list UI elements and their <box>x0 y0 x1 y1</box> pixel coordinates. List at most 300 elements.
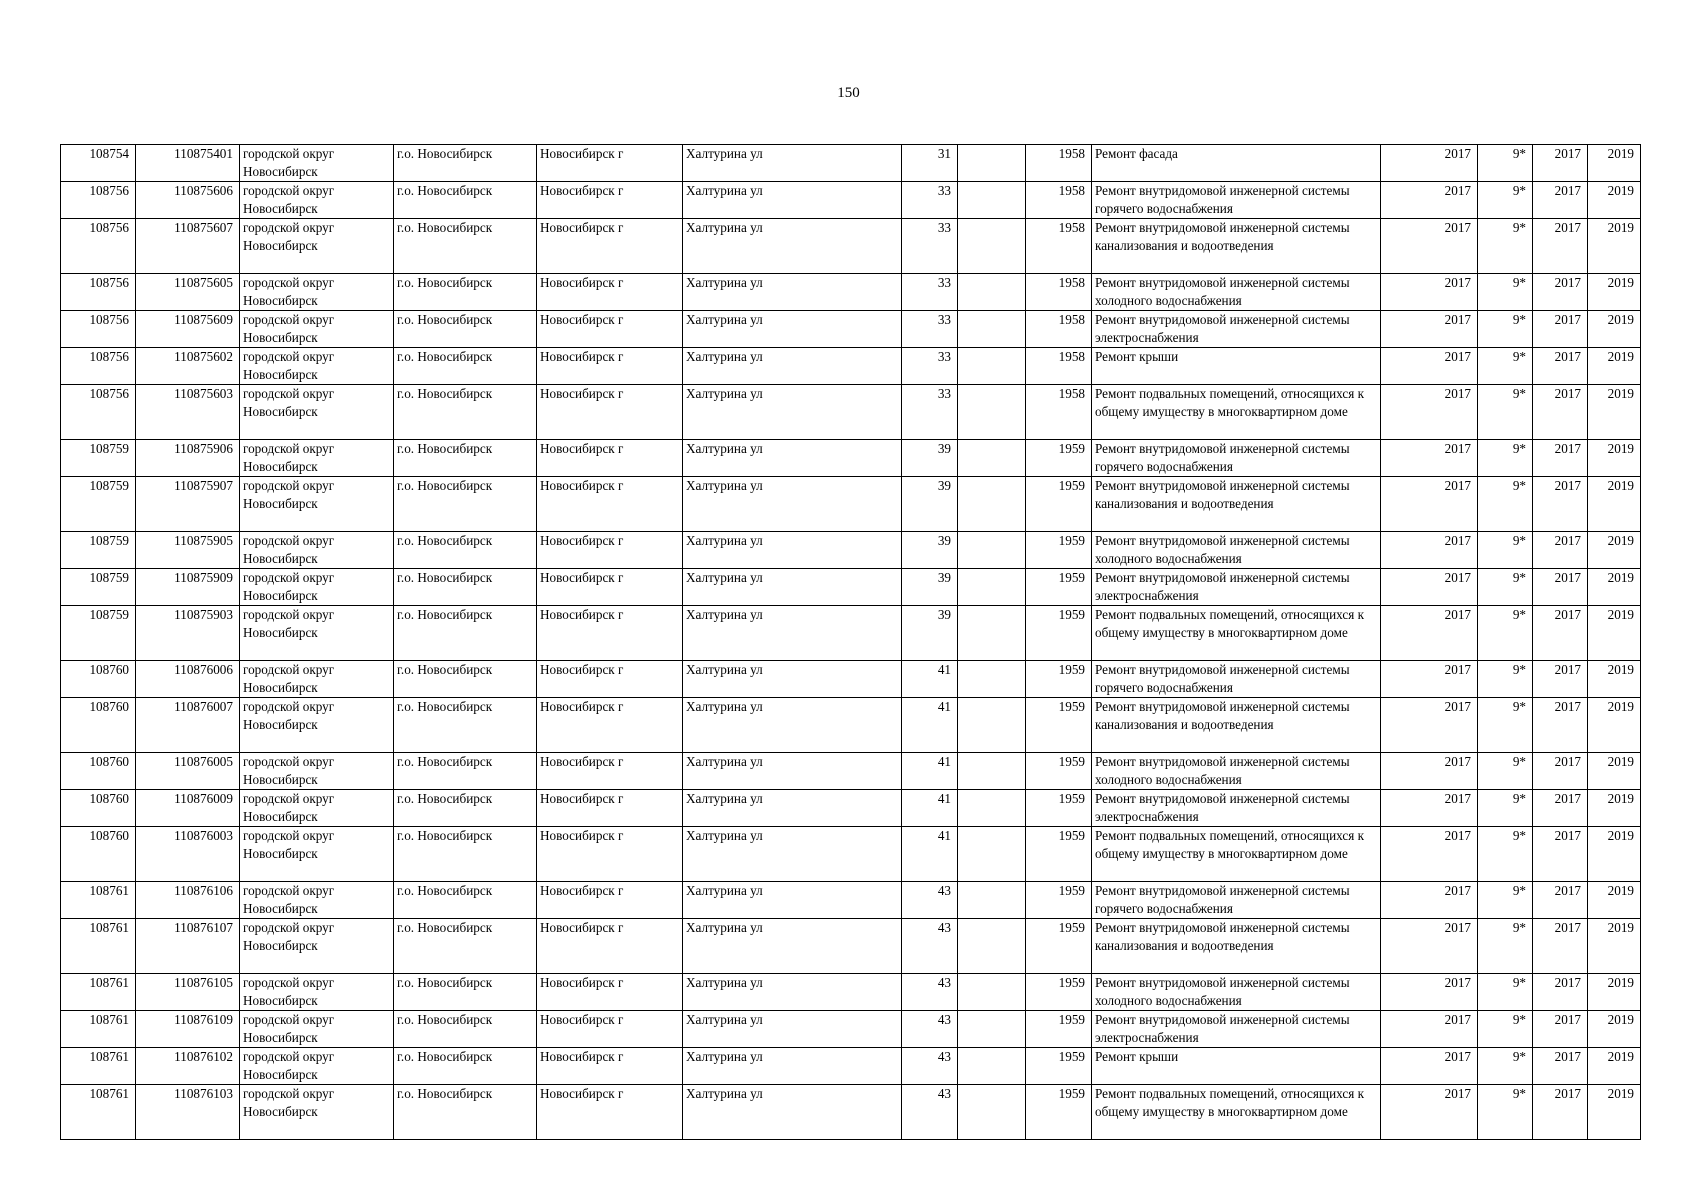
work-type-cell: Ремонт внутридомовой инженерной системы горячего водоснабжения <box>1092 882 1381 919</box>
end-year-cell: 2019 <box>1588 1011 1641 1048</box>
plan-year-cell: 2017 <box>1381 274 1478 311</box>
district-cell: г.о. Новосибирск <box>394 661 537 698</box>
plan-year-cell: 2017 <box>1381 219 1478 274</box>
year-built-cell: 1959 <box>1026 1011 1092 1048</box>
municipality-cell: городской округ Новосибирск <box>240 1048 394 1085</box>
floors-cell: 9* <box>1478 274 1533 311</box>
plan-year-cell: 2017 <box>1381 1011 1478 1048</box>
floors-cell: 9* <box>1478 145 1533 182</box>
work-id-cell: 110875607 <box>136 219 240 274</box>
end-year-cell: 2019 <box>1588 440 1641 477</box>
house-id-cell: 108761 <box>61 974 136 1011</box>
building-cell <box>958 661 1026 698</box>
building-cell <box>958 274 1026 311</box>
start-year-cell: 2017 <box>1533 182 1588 219</box>
end-year-cell: 2019 <box>1588 882 1641 919</box>
district-cell: г.о. Новосибирск <box>394 569 537 606</box>
work-id-cell: 110875609 <box>136 311 240 348</box>
building-cell <box>958 1011 1026 1048</box>
work-type-cell: Ремонт внутридомовой инженерной системы канализования и водоотведения <box>1092 698 1381 753</box>
municipality-cell: городской округ Новосибирск <box>240 274 394 311</box>
work-schedule-table <box>60 144 1641 1140</box>
district-cell: г.о. Новосибирск <box>394 790 537 827</box>
municipality-cell: городской округ Новосибирск <box>240 145 394 182</box>
house-id-cell: 108760 <box>61 661 136 698</box>
start-year-cell: 2017 <box>1533 219 1588 274</box>
street-cell: Халтурина ул <box>683 145 902 182</box>
street-cell: Халтурина ул <box>683 1011 902 1048</box>
district-cell: г.о. Новосибирск <box>394 1011 537 1048</box>
start-year-cell: 2017 <box>1533 440 1588 477</box>
year-built-cell: 1959 <box>1026 1048 1092 1085</box>
table-row <box>61 790 1641 827</box>
end-year-cell: 2019 <box>1588 698 1641 753</box>
floors-cell: 9* <box>1478 827 1533 882</box>
work-type-cell: Ремонт внутридомовой инженерной системы горячего водоснабжения <box>1092 440 1381 477</box>
work-id-cell: 110875905 <box>136 532 240 569</box>
street-cell: Халтурина ул <box>683 532 902 569</box>
work-type-cell: Ремонт внутридомовой инженерной системы холодного водоснабжения <box>1092 974 1381 1011</box>
work-type-cell: Ремонт внутридомовой инженерной системы горячего водоснабжения <box>1092 661 1381 698</box>
district-cell: г.о. Новосибирск <box>394 385 537 440</box>
plan-year-cell: 2017 <box>1381 606 1478 661</box>
end-year-cell: 2019 <box>1588 311 1641 348</box>
municipality-cell: городской округ Новосибирск <box>240 827 394 882</box>
building-cell <box>958 974 1026 1011</box>
end-year-cell: 2019 <box>1588 606 1641 661</box>
city-cell: Новосибирск г <box>537 753 683 790</box>
plan-year-cell: 2017 <box>1381 919 1478 974</box>
table-row <box>61 145 1641 182</box>
plan-year-cell: 2017 <box>1381 698 1478 753</box>
house-id-cell: 108760 <box>61 827 136 882</box>
work-type-cell: Ремонт фасада <box>1092 145 1381 182</box>
building-cell <box>958 477 1026 532</box>
work-id-cell: 110876006 <box>136 661 240 698</box>
year-built-cell: 1958 <box>1026 348 1092 385</box>
floors-cell: 9* <box>1478 882 1533 919</box>
work-id-cell: 110876106 <box>136 882 240 919</box>
floors-cell: 9* <box>1478 698 1533 753</box>
district-cell: г.о. Новосибирск <box>394 698 537 753</box>
table-row <box>61 182 1641 219</box>
street-cell: Халтурина ул <box>683 1085 902 1140</box>
municipality-cell: городской округ Новосибирск <box>240 790 394 827</box>
start-year-cell: 2017 <box>1533 1085 1588 1140</box>
floors-cell: 9* <box>1478 974 1533 1011</box>
house-id-cell: 108761 <box>61 882 136 919</box>
plan-year-cell: 2017 <box>1381 1048 1478 1085</box>
municipality-cell: городской округ Новосибирск <box>240 311 394 348</box>
street-cell: Халтурина ул <box>683 182 902 219</box>
floors-cell: 9* <box>1478 348 1533 385</box>
city-cell: Новосибирск г <box>537 569 683 606</box>
year-built-cell: 1958 <box>1026 311 1092 348</box>
work-id-cell: 110875906 <box>136 440 240 477</box>
building-cell <box>958 882 1026 919</box>
work-id-cell: 110876003 <box>136 827 240 882</box>
work-type-cell: Ремонт внутридомовой инженерной системы канализования и водоотведения <box>1092 219 1381 274</box>
end-year-cell: 2019 <box>1588 661 1641 698</box>
work-type-cell: Ремонт внутридомовой инженерной системы электроснабжения <box>1092 1011 1381 1048</box>
district-cell: г.о. Новосибирск <box>394 882 537 919</box>
building-cell <box>958 919 1026 974</box>
plan-year-cell: 2017 <box>1381 145 1478 182</box>
end-year-cell: 2019 <box>1588 145 1641 182</box>
plan-year-cell: 2017 <box>1381 182 1478 219</box>
house-number-cell: 39 <box>902 440 958 477</box>
work-type-cell: Ремонт внутридомовой инженерной системы электроснабжения <box>1092 569 1381 606</box>
end-year-cell: 2019 <box>1588 827 1641 882</box>
city-cell: Новосибирск г <box>537 790 683 827</box>
house-number-cell: 33 <box>902 311 958 348</box>
building-cell <box>958 790 1026 827</box>
house-id-cell: 108756 <box>61 219 136 274</box>
house-id-cell: 108756 <box>61 385 136 440</box>
work-type-cell: Ремонт внутридомовой инженерной системы холодного водоснабжения <box>1092 753 1381 790</box>
house-number-cell: 31 <box>902 145 958 182</box>
work-id-cell: 110875909 <box>136 569 240 606</box>
city-cell: Новосибирск г <box>537 348 683 385</box>
end-year-cell: 2019 <box>1588 753 1641 790</box>
municipality-cell: городской округ Новосибирск <box>240 385 394 440</box>
street-cell: Халтурина ул <box>683 219 902 274</box>
floors-cell: 9* <box>1478 919 1533 974</box>
table-row <box>61 661 1641 698</box>
house-number-cell: 33 <box>902 219 958 274</box>
house-number-cell: 43 <box>902 882 958 919</box>
year-built-cell: 1959 <box>1026 440 1092 477</box>
city-cell: Новосибирск г <box>537 974 683 1011</box>
plan-year-cell: 2017 <box>1381 477 1478 532</box>
building-cell <box>958 606 1026 661</box>
floors-cell: 9* <box>1478 182 1533 219</box>
work-id-cell: 110875602 <box>136 348 240 385</box>
district-cell: г.о. Новосибирск <box>394 919 537 974</box>
street-cell: Халтурина ул <box>683 385 902 440</box>
plan-year-cell: 2017 <box>1381 790 1478 827</box>
year-built-cell: 1959 <box>1026 974 1092 1011</box>
municipality-cell: городской округ Новосибирск <box>240 753 394 790</box>
municipality-cell: городской округ Новосибирск <box>240 919 394 974</box>
end-year-cell: 2019 <box>1588 219 1641 274</box>
work-type-cell: Ремонт внутридомовой инженерной системы электроснабжения <box>1092 311 1381 348</box>
start-year-cell: 2017 <box>1533 385 1588 440</box>
building-cell <box>958 440 1026 477</box>
building-cell <box>958 182 1026 219</box>
city-cell: Новосибирск г <box>537 698 683 753</box>
page-number: 150 <box>837 85 860 101</box>
table-row <box>61 882 1641 919</box>
start-year-cell: 2017 <box>1533 827 1588 882</box>
work-id-cell: 110875603 <box>136 385 240 440</box>
house-number-cell: 41 <box>902 827 958 882</box>
house-id-cell: 108756 <box>61 348 136 385</box>
plan-year-cell: 2017 <box>1381 348 1478 385</box>
street-cell: Халтурина ул <box>683 974 902 1011</box>
table-row <box>61 1011 1641 1048</box>
district-cell: г.о. Новосибирск <box>394 974 537 1011</box>
year-built-cell: 1958 <box>1026 182 1092 219</box>
city-cell: Новосибирск г <box>537 219 683 274</box>
work-id-cell: 110876009 <box>136 790 240 827</box>
start-year-cell: 2017 <box>1533 145 1588 182</box>
street-cell: Халтурина ул <box>683 698 902 753</box>
work-type-cell: Ремонт внутридомовой инженерной системы электроснабжения <box>1092 790 1381 827</box>
house-number-cell: 41 <box>902 661 958 698</box>
plan-year-cell: 2017 <box>1381 753 1478 790</box>
house-id-cell: 108756 <box>61 182 136 219</box>
year-built-cell: 1958 <box>1026 274 1092 311</box>
street-cell: Халтурина ул <box>683 753 902 790</box>
house-id-cell: 108754 <box>61 145 136 182</box>
year-built-cell: 1958 <box>1026 145 1092 182</box>
table-row <box>61 606 1641 661</box>
year-built-cell: 1958 <box>1026 385 1092 440</box>
building-cell <box>958 348 1026 385</box>
municipality-cell: городской округ Новосибирск <box>240 974 394 1011</box>
house-number-cell: 33 <box>902 385 958 440</box>
municipality-cell: городской округ Новосибирск <box>240 182 394 219</box>
end-year-cell: 2019 <box>1588 974 1641 1011</box>
plan-year-cell: 2017 <box>1381 974 1478 1011</box>
year-built-cell: 1959 <box>1026 569 1092 606</box>
building-cell <box>958 219 1026 274</box>
city-cell: Новосибирск г <box>537 882 683 919</box>
house-number-cell: 33 <box>902 182 958 219</box>
building-cell <box>958 698 1026 753</box>
building-cell <box>958 145 1026 182</box>
table-row <box>61 348 1641 385</box>
start-year-cell: 2017 <box>1533 661 1588 698</box>
city-cell: Новосибирск г <box>537 661 683 698</box>
table-row <box>61 311 1641 348</box>
work-id-cell: 110876103 <box>136 1085 240 1140</box>
street-cell: Халтурина ул <box>683 569 902 606</box>
city-cell: Новосибирск г <box>537 532 683 569</box>
municipality-cell: городской округ Новосибирск <box>240 1011 394 1048</box>
city-cell: Новосибирск г <box>537 477 683 532</box>
work-id-cell: 110876109 <box>136 1011 240 1048</box>
start-year-cell: 2017 <box>1533 569 1588 606</box>
table-row <box>61 827 1641 882</box>
start-year-cell: 2017 <box>1533 974 1588 1011</box>
end-year-cell: 2019 <box>1588 1085 1641 1140</box>
end-year-cell: 2019 <box>1588 477 1641 532</box>
house-number-cell: 43 <box>902 1011 958 1048</box>
floors-cell: 9* <box>1478 477 1533 532</box>
city-cell: Новосибирск г <box>537 145 683 182</box>
house-id-cell: 108761 <box>61 919 136 974</box>
work-id-cell: 110876102 <box>136 1048 240 1085</box>
street-cell: Халтурина ул <box>683 477 902 532</box>
district-cell: г.о. Новосибирск <box>394 753 537 790</box>
city-cell: Новосибирск г <box>537 919 683 974</box>
start-year-cell: 2017 <box>1533 311 1588 348</box>
table-row <box>61 569 1641 606</box>
street-cell: Халтурина ул <box>683 790 902 827</box>
table-row <box>61 274 1641 311</box>
start-year-cell: 2017 <box>1533 790 1588 827</box>
building-cell <box>958 532 1026 569</box>
work-type-cell: Ремонт крыши <box>1092 1048 1381 1085</box>
city-cell: Новосибирск г <box>537 311 683 348</box>
end-year-cell: 2019 <box>1588 274 1641 311</box>
work-id-cell: 110875903 <box>136 606 240 661</box>
house-number-cell: 39 <box>902 532 958 569</box>
table-row <box>61 1048 1641 1085</box>
start-year-cell: 2017 <box>1533 1011 1588 1048</box>
floors-cell: 9* <box>1478 440 1533 477</box>
end-year-cell: 2019 <box>1588 385 1641 440</box>
year-built-cell: 1959 <box>1026 753 1092 790</box>
start-year-cell: 2017 <box>1533 698 1588 753</box>
house-number-cell: 33 <box>902 274 958 311</box>
floors-cell: 9* <box>1478 569 1533 606</box>
work-id-cell: 110875907 <box>136 477 240 532</box>
municipality-cell: городской округ Новосибирск <box>240 440 394 477</box>
plan-year-cell: 2017 <box>1381 311 1478 348</box>
plan-year-cell: 2017 <box>1381 569 1478 606</box>
year-built-cell: 1959 <box>1026 477 1092 532</box>
start-year-cell: 2017 <box>1533 274 1588 311</box>
year-built-cell: 1959 <box>1026 698 1092 753</box>
table-row <box>61 753 1641 790</box>
work-type-cell: Ремонт внутридомовой инженерной системы холодного водоснабжения <box>1092 274 1381 311</box>
city-cell: Новосибирск г <box>537 1085 683 1140</box>
start-year-cell: 2017 <box>1533 1048 1588 1085</box>
municipality-cell: городской округ Новосибирск <box>240 1085 394 1140</box>
street-cell: Халтурина ул <box>683 827 902 882</box>
district-cell: г.о. Новосибирск <box>394 145 537 182</box>
house-number-cell: 41 <box>902 790 958 827</box>
work-type-cell: Ремонт подвальных помещений, относящихся к общему имуществу в многоквартирном доме <box>1092 827 1381 882</box>
year-built-cell: 1959 <box>1026 919 1092 974</box>
house-id-cell: 108759 <box>61 569 136 606</box>
house-number-cell: 39 <box>902 477 958 532</box>
building-cell <box>958 1048 1026 1085</box>
district-cell: г.о. Новосибирск <box>394 274 537 311</box>
building-cell <box>958 753 1026 790</box>
district-cell: г.о. Новосибирск <box>394 606 537 661</box>
district-cell: г.о. Новосибирск <box>394 348 537 385</box>
floors-cell: 9* <box>1478 1011 1533 1048</box>
house-id-cell: 108760 <box>61 753 136 790</box>
district-cell: г.о. Новосибирск <box>394 311 537 348</box>
start-year-cell: 2017 <box>1533 348 1588 385</box>
city-cell: Новосибирск г <box>537 274 683 311</box>
floors-cell: 9* <box>1478 385 1533 440</box>
district-cell: г.о. Новосибирск <box>394 182 537 219</box>
table-row <box>61 698 1641 753</box>
year-built-cell: 1959 <box>1026 790 1092 827</box>
table-row <box>61 219 1641 274</box>
city-cell: Новосибирск г <box>537 1048 683 1085</box>
house-id-cell: 108759 <box>61 532 136 569</box>
year-built-cell: 1959 <box>1026 1085 1092 1140</box>
house-number-cell: 41 <box>902 698 958 753</box>
start-year-cell: 2017 <box>1533 882 1588 919</box>
floors-cell: 9* <box>1478 606 1533 661</box>
plan-year-cell: 2017 <box>1381 827 1478 882</box>
district-cell: г.о. Новосибирск <box>394 219 537 274</box>
street-cell: Халтурина ул <box>683 606 902 661</box>
house-id-cell: 108756 <box>61 274 136 311</box>
street-cell: Халтурина ул <box>683 1048 902 1085</box>
year-built-cell: 1959 <box>1026 606 1092 661</box>
start-year-cell: 2017 <box>1533 606 1588 661</box>
work-type-cell: Ремонт внутридомовой инженерной системы горячего водоснабжения <box>1092 182 1381 219</box>
house-number-cell: 33 <box>902 348 958 385</box>
house-id-cell: 108759 <box>61 606 136 661</box>
district-cell: г.о. Новосибирск <box>394 532 537 569</box>
table-row <box>61 477 1641 532</box>
floors-cell: 9* <box>1478 753 1533 790</box>
end-year-cell: 2019 <box>1588 919 1641 974</box>
municipality-cell: городской округ Новосибирск <box>240 661 394 698</box>
work-id-cell: 110875401 <box>136 145 240 182</box>
floors-cell: 9* <box>1478 1048 1533 1085</box>
floors-cell: 9* <box>1478 311 1533 348</box>
house-number-cell: 43 <box>902 1048 958 1085</box>
work-id-cell: 110875606 <box>136 182 240 219</box>
table-body <box>61 145 1641 1140</box>
building-cell <box>958 311 1026 348</box>
plan-year-cell: 2017 <box>1381 882 1478 919</box>
street-cell: Халтурина ул <box>683 274 902 311</box>
house-number-cell: 39 <box>902 569 958 606</box>
year-built-cell: 1959 <box>1026 661 1092 698</box>
start-year-cell: 2017 <box>1533 919 1588 974</box>
house-id-cell: 108760 <box>61 698 136 753</box>
plan-year-cell: 2017 <box>1381 385 1478 440</box>
municipality-cell: городской округ Новосибирск <box>240 219 394 274</box>
district-cell: г.о. Новосибирск <box>394 477 537 532</box>
end-year-cell: 2019 <box>1588 569 1641 606</box>
table-row <box>61 385 1641 440</box>
floors-cell: 9* <box>1478 219 1533 274</box>
work-id-cell: 110876107 <box>136 919 240 974</box>
street-cell: Халтурина ул <box>683 311 902 348</box>
work-type-cell: Ремонт подвальных помещений, относящихся к общему имуществу в многоквартирном доме <box>1092 385 1381 440</box>
house-id-cell: 108761 <box>61 1011 136 1048</box>
street-cell: Халтурина ул <box>683 882 902 919</box>
district-cell: г.о. Новосибирск <box>394 827 537 882</box>
building-cell <box>958 569 1026 606</box>
house-number-cell: 39 <box>902 606 958 661</box>
municipality-cell: городской округ Новосибирск <box>240 606 394 661</box>
table-row <box>61 919 1641 974</box>
end-year-cell: 2019 <box>1588 532 1641 569</box>
start-year-cell: 2017 <box>1533 532 1588 569</box>
year-built-cell: 1959 <box>1026 827 1092 882</box>
district-cell: г.о. Новосибирск <box>394 440 537 477</box>
city-cell: Новосибирск г <box>537 827 683 882</box>
municipality-cell: городской округ Новосибирск <box>240 698 394 753</box>
floors-cell: 9* <box>1478 1085 1533 1140</box>
house-id-cell: 108756 <box>61 311 136 348</box>
floors-cell: 9* <box>1478 532 1533 569</box>
street-cell: Халтурина ул <box>683 348 902 385</box>
house-id-cell: 108759 <box>61 440 136 477</box>
floors-cell: 9* <box>1478 790 1533 827</box>
end-year-cell: 2019 <box>1588 182 1641 219</box>
year-built-cell: 1959 <box>1026 882 1092 919</box>
work-id-cell: 110876005 <box>136 753 240 790</box>
city-cell: Новосибирск г <box>537 440 683 477</box>
work-type-cell: Ремонт внутридомовой инженерной системы канализования и водоотведения <box>1092 919 1381 974</box>
start-year-cell: 2017 <box>1533 477 1588 532</box>
